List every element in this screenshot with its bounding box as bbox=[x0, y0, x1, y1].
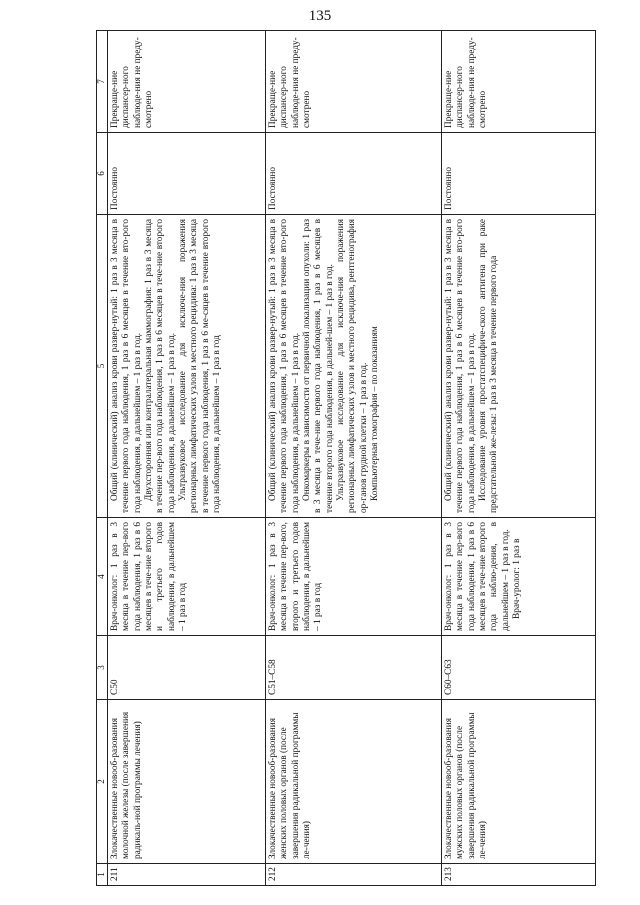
table-header-row bbox=[97, 31, 108, 886]
header-cell: 4 bbox=[97, 518, 108, 636]
observation-duration: Постоянно bbox=[442, 133, 596, 215]
icd-code: C50 bbox=[108, 636, 266, 700]
table-row bbox=[442, 31, 596, 886]
exam-paragraph: Общий (клинический) анализ крови развер-нутый: 1 раз в 3 месяца в течение первого года наблюдения, 1 раз в 6 месяцев в течение вто-рого года наблюдения, в дальнейшем – 1 раз в год. bbox=[110, 219, 143, 513]
row-number: 212 bbox=[266, 864, 442, 886]
observation-duration: Постоянно bbox=[266, 133, 442, 215]
table-row bbox=[266, 31, 442, 886]
exam-paragraph: Исследование уровня простатспецифиче-ского антигена при раке предстательной же-лезы: 1 раз в 3 месяца в течение первого года bbox=[477, 219, 500, 513]
exam-paragraph: Общий (клинический) анализ крови развер-нутый: 1 раз в 3 месяца в течение первого года наблюдения, 1 раз в 6 месяцев в течение вто-рого года наблюдения, в дальнейшем – 1 раз в год. bbox=[268, 219, 301, 513]
disease-name: Злокачественные новооб-разования мужских половых органов (после завершения радикальной программы ле-чения) bbox=[442, 700, 596, 864]
exam-paragraph: Двухсторонняя или контралатеральная маммография: 1 раз в 3 месяца в течение пер-вого года наблюдения, 1 раз в 6 месяцев в тече-ние второго года наблюдения, в дальнейшем – 1 раз в год. bbox=[143, 219, 177, 513]
header-cell: 5 bbox=[97, 215, 108, 518]
specialist-schedule: Врач-онколог: 1 раз в 3 месяца в течение пер-вого года наблюдения, 1 раз в 6 месяцев в тече-ние второго и третьего годов наблюдения, в дальнейшем – 1 раз в год bbox=[108, 518, 266, 636]
specialist-schedule: Врач-онколог: 1 раз в 3 месяца в течение пер-вого, второго и третьего годов наблюдения, в дальнейшем – 1 раз в год bbox=[266, 518, 442, 636]
termination-note: Прекраще-ние диспансер-ного наблюде-ния не преду-смотрено bbox=[266, 31, 442, 133]
disease-name: Злокачественные новооб-разования женских половых органов (после завершения радикальной программы ле-чения) bbox=[266, 700, 442, 864]
header-cell: 6 bbox=[97, 133, 108, 215]
exam-paragraph: Ультразвуковое исследование для исключе-ния поражения регионарных лимфатических узлов и местного рецидива: 1 раз в 3 месяца в течение первого года наблюдения, 1 раз в 6 ме-сяцев в течение второго года наблюдения, в дальнейшем – 1 раз в год bbox=[177, 219, 222, 513]
exam-paragraph: Компьютерная томография – по показаниям bbox=[369, 326, 380, 501]
termination-note: Прекраще-ние диспансер-ного наблюде-ния не преду-смотрено bbox=[108, 31, 266, 133]
header-cell: 1 bbox=[97, 864, 108, 886]
header-cell: 2 bbox=[97, 700, 108, 864]
observation-duration: Постоянно bbox=[108, 133, 266, 215]
termination-note: Прекраще-ние диспансер-ного наблюде-ния не преду-смотрено bbox=[442, 31, 596, 133]
page-number: 135 bbox=[308, 8, 332, 24]
specialist-urologist: Врач-уролог: 1 раз в bbox=[511, 538, 522, 619]
exam-schedule bbox=[266, 215, 442, 518]
row-number: 213 bbox=[442, 864, 596, 886]
header-cell: 7 bbox=[97, 31, 108, 133]
exam-schedule bbox=[442, 215, 596, 518]
icd-code: C51–C58 bbox=[266, 636, 442, 700]
exam-paragraph: Онкомаркеры в зависимости от первичной локализации опухоли: 1 раз в 3 месяца в тече-ние первого года наблюдения, 1 раз в 6 месяцев в течение второго года наблюдения, в дальней-шем – 1 раз в год. bbox=[301, 219, 335, 513]
dispensary-table bbox=[96, 30, 596, 886]
specialist-schedule bbox=[442, 518, 596, 636]
header-cell: 3 bbox=[97, 636, 108, 700]
row-number: 211 bbox=[108, 864, 266, 886]
exam-paragraph: Общий (клинический) анализ крови развер-нутый: 1 раз в 3 месяца в течение первого года наблюдения, 1 раз в 6 месяцев в течение вто-рого года наблюдения, в дальнейшем – 1 раз в год. bbox=[444, 219, 477, 513]
exam-paragraph: Ультразвуковое исследование для исключе-ния поражения регионарных лимфатических узлов и местного рецидива, рентгенография ор-ганов грудной клетки – 1 раз в год. bbox=[335, 219, 369, 513]
specialist-oncologist: Врач-онколог: 1 раз в 3 месяца в течение пер-вого года наблюдения, 1 раз в 6 месяцев в тече-ние второго года наблю-дения, в дальнейшем – 1 раз в год. bbox=[444, 522, 511, 631]
table-row bbox=[108, 31, 266, 886]
table-container bbox=[96, 31, 596, 886]
icd-code: C60–C63 bbox=[442, 636, 596, 700]
exam-schedule bbox=[108, 215, 266, 518]
disease-name: Злокачественные новооб-разования молочной железы (после завершения радикаль-ной программы лечения) bbox=[108, 700, 266, 864]
